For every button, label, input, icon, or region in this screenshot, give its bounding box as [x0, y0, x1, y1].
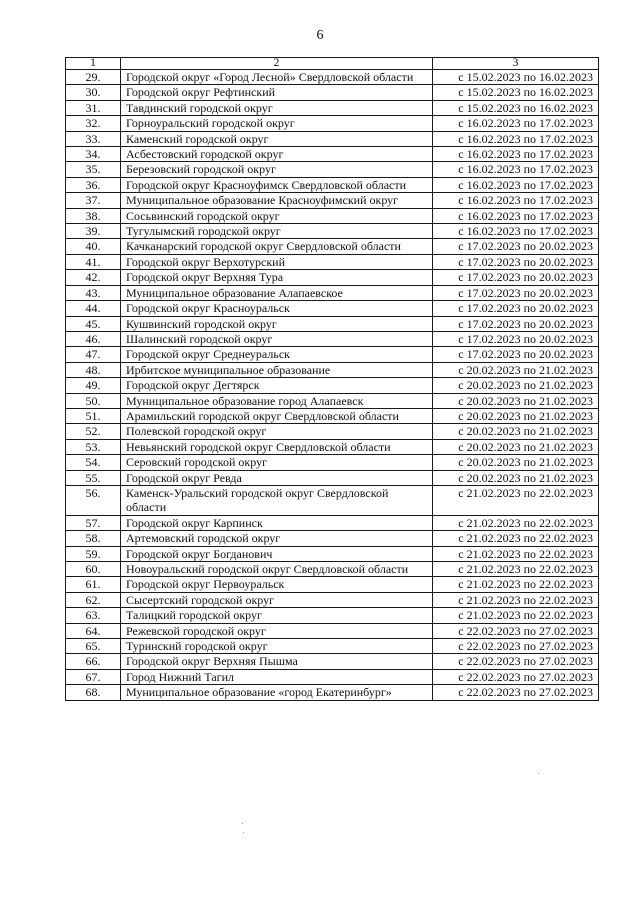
- table-row: [66, 562, 599, 577]
- row-period: с 22.02.2023 по 27.02.2023: [433, 654, 599, 669]
- table-row: [66, 100, 599, 115]
- row-period: с 21.02.2023 по 22.02.2023: [433, 531, 599, 546]
- row-period: с 16.02.2023 по 17.02.2023: [433, 162, 599, 177]
- row-number: 46.: [66, 331, 121, 346]
- table-header-row: [66, 58, 599, 70]
- row-number: 68.: [66, 685, 121, 700]
- row-number: 33.: [66, 131, 121, 146]
- row-number: 35.: [66, 162, 121, 177]
- row-period: с 17.02.2023 по 20.02.2023: [433, 301, 599, 316]
- table-row: [66, 162, 599, 177]
- table-row: [66, 147, 599, 162]
- row-period: с 20.02.2023 по 21.02.2023: [433, 378, 599, 393]
- row-period: с 20.02.2023 по 21.02.2023: [433, 408, 599, 423]
- header-number: 1: [66, 58, 121, 70]
- row-municipality: Невьянский городской округ Свердловской области: [121, 439, 433, 454]
- row-number: 64.: [66, 623, 121, 638]
- row-number: 63.: [66, 608, 121, 623]
- row-municipality: Новоуральский городской округ Свердловской области: [121, 562, 433, 577]
- row-period: с 21.02.2023 по 22.02.2023: [433, 592, 599, 607]
- row-period: с 22.02.2023 по 27.02.2023: [433, 669, 599, 684]
- table-row: [66, 177, 599, 192]
- row-period: с 16.02.2023 по 17.02.2023: [433, 193, 599, 208]
- row-number: 49.: [66, 378, 121, 393]
- row-municipality: Кушвинский городской округ: [121, 316, 433, 331]
- row-municipality: Городской округ Рефтинский: [121, 85, 433, 100]
- row-municipality: Муниципальное образование «город Екатеринбург»: [121, 685, 433, 700]
- table-row: [66, 408, 599, 423]
- row-municipality: Талицкий городской округ: [121, 608, 433, 623]
- table-row: [66, 378, 599, 393]
- row-municipality: Городской округ Среднеуральск: [121, 347, 433, 362]
- row-municipality: Сосьвинский городской округ: [121, 208, 433, 223]
- row-number: 59.: [66, 546, 121, 561]
- table-row: [66, 546, 599, 561]
- row-municipality: Арамильский городской округ Свердловской области: [121, 408, 433, 423]
- table-row: [66, 439, 599, 454]
- row-municipality: Серовский городской округ: [121, 455, 433, 470]
- row-number: 56.: [66, 485, 121, 515]
- row-period: с 17.02.2023 по 20.02.2023: [433, 239, 599, 254]
- row-period: с 21.02.2023 по 22.02.2023: [433, 546, 599, 561]
- table-row: [66, 131, 599, 146]
- row-period: с 16.02.2023 по 17.02.2023: [433, 208, 599, 223]
- row-number: 29.: [66, 70, 121, 85]
- table-row: [66, 470, 599, 485]
- row-number: 43.: [66, 285, 121, 300]
- table-row: [66, 424, 599, 439]
- table-row: [66, 455, 599, 470]
- row-municipality: Городской округ «Город Лесной» Свердловской области: [121, 70, 433, 85]
- row-number: 60.: [66, 562, 121, 577]
- row-number: 57.: [66, 515, 121, 530]
- row-number: 42.: [66, 270, 121, 285]
- table-row: [66, 316, 599, 331]
- row-municipality: Асбестовский городской округ: [121, 147, 433, 162]
- row-number: 37.: [66, 193, 121, 208]
- row-period: с 20.02.2023 по 21.02.2023: [433, 455, 599, 470]
- row-period: с 20.02.2023 по 21.02.2023: [433, 393, 599, 408]
- row-municipality: Тавдинский городской округ: [121, 100, 433, 115]
- table-row: [66, 224, 599, 239]
- row-period: с 17.02.2023 по 20.02.2023: [433, 285, 599, 300]
- row-number: 61.: [66, 577, 121, 592]
- row-number: 55.: [66, 470, 121, 485]
- schedule-table-body: [66, 58, 599, 701]
- table-row: [66, 85, 599, 100]
- table-row: [66, 685, 599, 700]
- row-period: с 21.02.2023 по 22.02.2023: [433, 577, 599, 592]
- row-number: 30.: [66, 85, 121, 100]
- row-municipality: Туринский городской округ: [121, 639, 433, 654]
- table-row: [66, 623, 599, 638]
- table-row: [66, 208, 599, 223]
- row-municipality: Городской округ Дегтярск: [121, 378, 433, 393]
- row-period: с 21.02.2023 по 22.02.2023: [433, 562, 599, 577]
- table-row: [66, 577, 599, 592]
- table-row: [66, 239, 599, 254]
- table-row: [66, 608, 599, 623]
- row-period: с 20.02.2023 по 21.02.2023: [433, 362, 599, 377]
- row-number: 32.: [66, 116, 121, 131]
- row-period: с 16.02.2023 по 17.02.2023: [433, 116, 599, 131]
- row-municipality: Город Нижний Тагил: [121, 669, 433, 684]
- row-municipality: Горноуральский городской округ: [121, 116, 433, 131]
- row-municipality: Режевской городской округ: [121, 623, 433, 638]
- header-municipality: 2: [121, 58, 433, 70]
- table-row: [66, 485, 599, 515]
- row-municipality: Городской округ Карпинск: [121, 515, 433, 530]
- table-row: [66, 362, 599, 377]
- row-period: с 15.02.2023 по 16.02.2023: [433, 70, 599, 85]
- row-period: с 21.02.2023 по 22.02.2023: [433, 608, 599, 623]
- row-number: 48.: [66, 362, 121, 377]
- table-row: [66, 301, 599, 316]
- table-row: [66, 116, 599, 131]
- table-row: [66, 669, 599, 684]
- row-period: с 20.02.2023 по 21.02.2023: [433, 439, 599, 454]
- row-number: 31.: [66, 100, 121, 115]
- table-row: [66, 654, 599, 669]
- table-row: [66, 285, 599, 300]
- row-period: с 16.02.2023 по 17.02.2023: [433, 224, 599, 239]
- row-number: 54.: [66, 455, 121, 470]
- row-municipality: Городской округ Первоуральск: [121, 577, 433, 592]
- row-period: с 17.02.2023 по 20.02.2023: [433, 347, 599, 362]
- row-period: с 17.02.2023 по 20.02.2023: [433, 316, 599, 331]
- row-number: 47.: [66, 347, 121, 362]
- row-number: 36.: [66, 177, 121, 192]
- table-row: [66, 331, 599, 346]
- row-municipality: Ирбитское муниципальное образование: [121, 362, 433, 377]
- row-municipality: Каменский городской округ: [121, 131, 433, 146]
- row-municipality: Городской округ Верхотурский: [121, 254, 433, 269]
- table-row: [66, 193, 599, 208]
- row-municipality: Тугулымский городской округ: [121, 224, 433, 239]
- scan-speck: [243, 832, 244, 833]
- row-municipality: Городской округ Богданович: [121, 546, 433, 561]
- row-period: с 16.02.2023 по 17.02.2023: [433, 131, 599, 146]
- row-municipality: Шалинский городской округ: [121, 331, 433, 346]
- row-number: 40.: [66, 239, 121, 254]
- row-period: с 15.02.2023 по 16.02.2023: [433, 100, 599, 115]
- page-number: 6: [316, 28, 324, 43]
- row-municipality: Муниципальное образование Красноуфимский округ: [121, 193, 433, 208]
- row-municipality: Городской округ Верхняя Тура: [121, 270, 433, 285]
- row-number: 53.: [66, 439, 121, 454]
- table-row: [66, 592, 599, 607]
- row-municipality: Городской округ Верхняя Пышма: [121, 654, 433, 669]
- table-row: [66, 531, 599, 546]
- row-period: с 21.02.2023 по 22.02.2023: [433, 485, 599, 515]
- row-number: 44.: [66, 301, 121, 316]
- row-period: с 15.02.2023 по 16.02.2023: [433, 85, 599, 100]
- row-period: с 20.02.2023 по 21.02.2023: [433, 470, 599, 485]
- row-municipality: Качканарский городской округ Свердловской области: [121, 239, 433, 254]
- row-period: с 16.02.2023 по 17.02.2023: [433, 147, 599, 162]
- row-period: с 22.02.2023 по 27.02.2023: [433, 639, 599, 654]
- table-row: [66, 515, 599, 530]
- row-number: 52.: [66, 424, 121, 439]
- row-number: 38.: [66, 208, 121, 223]
- row-municipality: Городской округ Красноуральск: [121, 301, 433, 316]
- row-period: с 22.02.2023 по 27.02.2023: [433, 685, 599, 700]
- schedule-table: [65, 57, 599, 701]
- table-row: [66, 270, 599, 285]
- row-period: с 16.02.2023 по 17.02.2023: [433, 177, 599, 192]
- row-municipality: Березовский городской округ: [121, 162, 433, 177]
- row-number: 65.: [66, 639, 121, 654]
- row-number: 58.: [66, 531, 121, 546]
- row-number: 41.: [66, 254, 121, 269]
- table-row: [66, 393, 599, 408]
- row-period: с 22.02.2023 по 27.02.2023: [433, 623, 599, 638]
- row-number: 45.: [66, 316, 121, 331]
- row-period: с 21.02.2023 по 22.02.2023: [433, 515, 599, 530]
- row-period: с 17.02.2023 по 20.02.2023: [433, 270, 599, 285]
- table-row: [66, 70, 599, 85]
- row-number: 67.: [66, 669, 121, 684]
- table-row: [66, 254, 599, 269]
- row-number: 50.: [66, 393, 121, 408]
- row-period: с 17.02.2023 по 20.02.2023: [433, 254, 599, 269]
- row-number: 51.: [66, 408, 121, 423]
- row-municipality: Каменск-Уральский городской округ Свердловской области: [121, 485, 433, 515]
- row-number: 34.: [66, 147, 121, 162]
- row-number: 39.: [66, 224, 121, 239]
- row-municipality: Полевской городской округ: [121, 424, 433, 439]
- row-period: с 20.02.2023 по 21.02.2023: [433, 424, 599, 439]
- header-period: 3: [433, 58, 599, 70]
- row-municipality: Муниципальное образование Алапаевское: [121, 285, 433, 300]
- scan-speck: [538, 773, 539, 774]
- table-row: [66, 639, 599, 654]
- row-municipality: Городской округ Красноуфимск Свердловской области: [121, 177, 433, 192]
- table-row: [66, 347, 599, 362]
- row-municipality: Городской округ Ревда: [121, 470, 433, 485]
- scan-speck: [242, 823, 243, 824]
- row-period: с 17.02.2023 по 20.02.2023: [433, 331, 599, 346]
- row-municipality: Артемовский городской округ: [121, 531, 433, 546]
- row-number: 66.: [66, 654, 121, 669]
- row-municipality: Муниципальное образование город Алапаевск: [121, 393, 433, 408]
- row-municipality: Сысертский городской округ: [121, 592, 433, 607]
- row-number: 62.: [66, 592, 121, 607]
